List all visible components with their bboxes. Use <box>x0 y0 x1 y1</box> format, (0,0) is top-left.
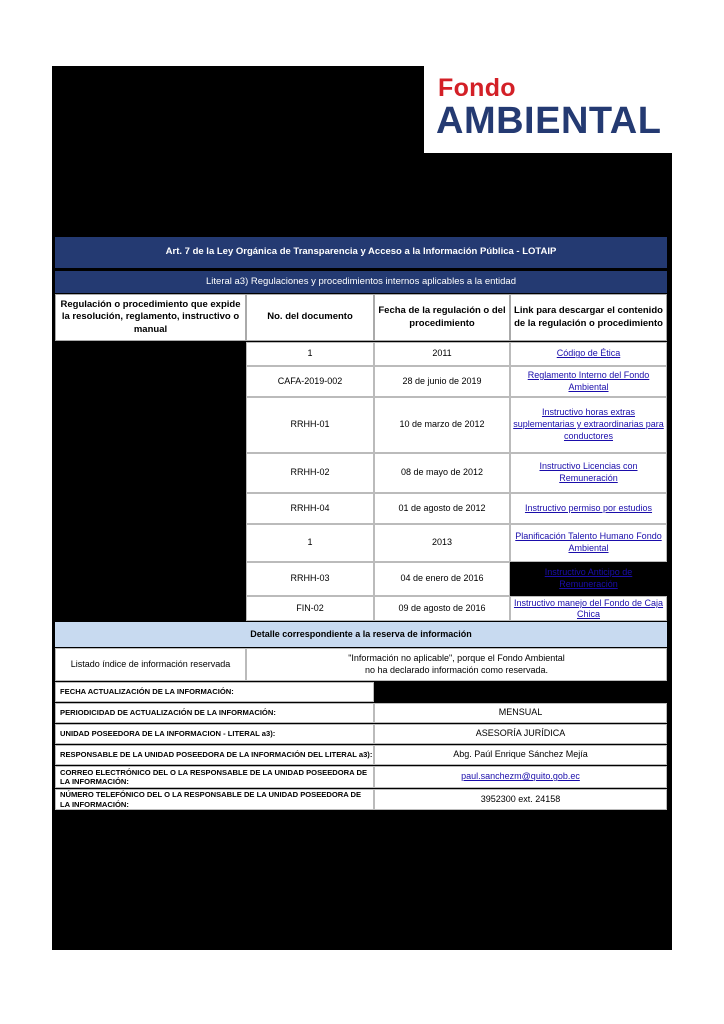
doc-link[interactable]: Reglamento Interno del Fondo Ambiental <box>510 366 667 397</box>
doc-number: FIN-02 <box>246 596 374 621</box>
doc-date: 2011 <box>374 342 510 366</box>
doc-date: 09 de agosto de 2016 <box>374 596 510 621</box>
doc-link[interactable]: Planificación Talento Humano Fondo Ambiental <box>510 524 667 562</box>
doc-number: 1 <box>246 524 374 562</box>
page-subtitle: Literal a3) Regulaciones y procedimientos internos aplicables a la entidad <box>55 271 667 293</box>
responsable-value: Abg. Paúl Enrique Sánchez Mejía <box>374 745 667 765</box>
doc-number: RRHH-01 <box>246 397 374 453</box>
doc-number: RRHH-04 <box>246 493 374 524</box>
periodicidad-value: MENSUAL <box>374 703 667 723</box>
telefono-label: NÚMERO TELEFÓNICO DEL O LA RESPONSABLE DE LA UNIDAD POSEEDORA DE LA INFORMACIÓN: <box>55 789 374 810</box>
periodicidad-label: PERIODICIDAD DE ACTUALIZACIÓN DE LA INFORMACIÓN: <box>55 703 374 723</box>
doc-link[interactable]: Instructivo horas extras suplementarias y extraordinarias para conductores <box>510 397 667 453</box>
doc-link[interactable]: Instructivo Licencias con Remuneración <box>510 453 667 493</box>
logo-line1: Fondo <box>438 74 516 102</box>
correo-label: CORREO ELECTRÓNICO DEL O LA RESPONSABLE DE LA UNIDAD POSEEDORA DE LA INFORMACIÓN: <box>55 766 374 788</box>
header-fecha: Fecha de la regulación o del procedimiento <box>374 294 510 341</box>
reserva-title: Detalle correspondiente a la reserva de información <box>55 622 667 647</box>
reserva-value: "Información no aplicable", porque el Fondo Ambiental no ha declarado información como reservada. <box>246 648 667 681</box>
fecha-actualizacion-label: FECHA ACTUALIZACIÓN DE LA INFORMACIÓN: <box>55 682 374 702</box>
doc-link[interactable]: Instructivo Anticipo de Remuneración <box>510 562 667 596</box>
doc-date: 08 de mayo de 2012 <box>374 453 510 493</box>
doc-number: RRHH-03 <box>246 562 374 596</box>
doc-link[interactable]: Código de Ética <box>510 342 667 366</box>
logo-line2: AMBIENTAL <box>436 100 662 142</box>
doc-date: 01 de agosto de 2012 <box>374 493 510 524</box>
correo-value[interactable]: paul.sanchezm@quito.gob.ec <box>374 766 667 788</box>
doc-date: 04 de enero de 2016 <box>374 562 510 596</box>
doc-number: RRHH-02 <box>246 453 374 493</box>
fecha-actualizacion-value <box>374 682 667 702</box>
reserva-label: Listado índice de información reservada <box>55 648 246 681</box>
doc-date: 28 de junio de 2019 <box>374 366 510 397</box>
doc-date: 10 de marzo de 2012 <box>374 397 510 453</box>
fondo-ambiental-logo <box>424 66 672 153</box>
responsable-label: RESPONSABLE DE LA UNIDAD POSEEDORA DE LA INFORMACIÓN DEL LITERAL a3): <box>55 745 374 765</box>
header-regulacion: Regulación o procedimiento que expide la resolución, reglamento, instructivo o manual <box>55 294 246 341</box>
doc-number: 1 <box>246 342 374 366</box>
doc-number: CAFA-2019-002 <box>246 366 374 397</box>
page-title: Art. 7 de la Ley Orgánica de Transparencia y Acceso a la Información Pública - LOTAIP <box>55 237 667 268</box>
header-link: Link para descargar el contenido de la regulación o procedimiento <box>510 294 667 341</box>
unidad-label: UNIDAD POSEEDORA DE LA INFORMACION - LITERAL a3): <box>55 724 374 744</box>
telefono-value: 3952300 ext. 24158 <box>374 789 667 810</box>
doc-link[interactable]: Instructivo manejo del Fondo de Caja Chica <box>510 596 667 621</box>
doc-date: 2013 <box>374 524 510 562</box>
doc-link[interactable]: Instructivo permiso por estudios <box>510 493 667 524</box>
header-no-documento: No. del documento <box>246 294 374 341</box>
unidad-value: ASESORÍA JURÍDICA <box>374 724 667 744</box>
